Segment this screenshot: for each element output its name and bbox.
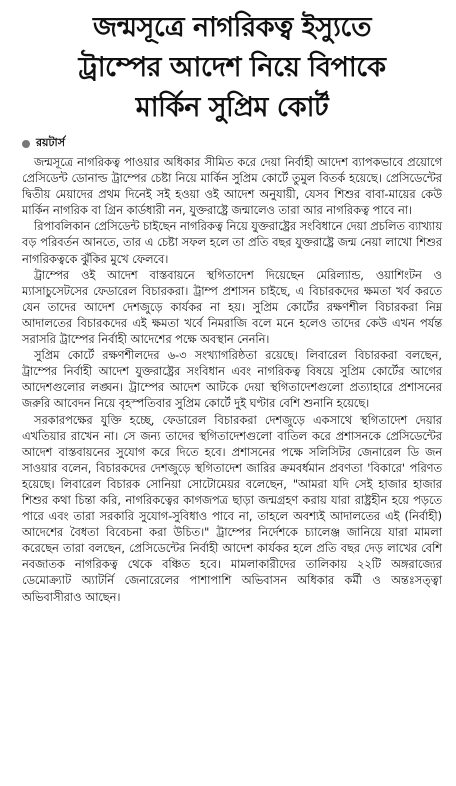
bullet-icon <box>22 140 30 148</box>
paragraph: সুপ্রিম কোর্টে রক্ষণশীলদের ৬-৩ সংখ্যাগরিষ্ঠতা রয়েছে। লিবারেল বিচারকরা বলছেন, ট্রাম্পের নির্বাহী আদেশ যুক্তরাষ্ট্রের সংবিধান এবং নাগরিকত্ব বিষয়ে সুপ্রিম কোর্টের আগের আদেশগুলোর লঙ্ঘন। ট্রাম্পের আদেশ আটকে দেয়া স্থগিতাদেশগুলো প্রত্যাহারে প্রশাসনের জরুরি আবেদন নিয়ে বৃহস্পতিবার সুপ্রিম কোর্টে দুই ঘণ্টার বেশি শুনানি হয়েছে। <box>22 349 442 411</box>
paragraph: সরকারপক্ষের যুক্তি হচ্ছে, ফেডারেল বিচারকরা দেশজুড়ে একসাথে স্থগিতাদেশ দেয়ার এখতিয়ার রাখেন না। সে জন্য তাদের স্থগিতাদেশগুলো বাতিল করে প্রশাসনকে প্রেসিডেন্টের আদেশ বাস্তবায়নের সুযোগ করে দিতে হবে। প্রশাসনের পক্ষে সলিসিটর জেনারেল ডি জন সাওয়ার বলেন, বিচারকদের দেশজুড়ে স্থগিতাদেশ জারির ক্রমবর্ধমান প্রবণতা 'বিকারে' পরিণত হয়েছে। লিবারেল বিচারক সোনিয়া সোটোমেয়র বলেছেন, "আমরা যদি সেই হাজার হাজার শিশুর কথা চিন্তা করি, নাগরিকত্বের কাগজপত্র ছাড়া জন্মগ্রহণ করায় যারা রাষ্ট্রহীন হয়ে পড়তে পারে এবং তারা সরকারি সুযোগ-সুবিধাও পাবে না, তাহলে অবশ্যই আদালতের এই (নির্বাহী) আদেশের বৈধতা বিবেচনা করা উচিত।" ট্রাম্পের নির্দেশকে চ্যালেঞ্জ জানিয়ে যারা মামলা করেছেন তারা বলছেন, প্রেসিডেন্টের নির্বাহী আদেশ কার্যকর হলে প্রতি বছর দেড় লাখের বেশি নবজাতক নাগরিকত্ব থেকে বঞ্চিত হবে। মামলাকারীদের তালিকায় ২২টি অঙ্গরাজ্যের ডেমোক্র্যাট অ্যাটর্নি জেনারেলের পাশাপাশি অভিবাসন অধিকার কর্মী ও অন্তঃসত্ত্বা অভিবাসীরাও আছেন। <box>22 413 442 604</box>
article-body <box>22 155 442 606</box>
headline-line-1: জন্মসূত্রে নাগরিকত্ব ইস্যুতে <box>92 12 372 43</box>
paragraph: জন্মসূত্রে নাগরিকত্ব পাওয়ার অধিকার সীমিত করে দেয়া নির্বাহী আদেশ ব্যাপকভাবে প্রয়োগে প্রেসিডেন্ট ডোনাল্ড ট্রাম্পের চেষ্টা নিয়ে মার্কিন সুপ্রিম কোর্টে তুমুল বিতর্ক হয়েছে। প্রেসিডেন্টের দ্বিতীয় মেয়াদের প্রথম দিনেই সই হওয়া ওই আদেশ অনুযায়ী, যেসব শিশুর বাবা-মায়ের কেউ মার্কিন নাগরিক বা গ্রিন কার্ডধারী নন, যুক্তরাষ্ট্রে জন্মালেও তারা আর নাগরিকত্ব পাবে না। <box>22 156 442 218</box>
paragraph: ট্রাম্পের ওই আদেশ বাস্তবায়নে স্থগিতাদেশ দিয়েছেন মেরিল্যান্ড, ওয়াশিংটন ও ম্যাসাচুসেটসের ফেডারেল বিচারকরা। ট্রাম্প প্রশাসন চাইছে, এ বিচারকদের ক্ষমতা খর্ব করতে যেন তাদের আদেশ দেশজুড়ে কার্যকর না হয়। সুপ্রিম কোর্টের রক্ষণশীল বিচারকরা নিম্ন আদালতের বিচারকদের এই ক্ষমতা খর্বে নিমরাজি বলে মনে হলেও তাদের কেউ এখন পর্যন্ত সরাসরি ট্রাম্পের নির্বাহী আদেশের পক্ষে অবস্থান নেননি। <box>22 268 442 347</box>
headline <box>22 8 442 128</box>
agency-name: রয়টার্স <box>36 136 65 149</box>
paragraph: রিপাবলিকান প্রেসিডেন্ট চাইছেন নাগরিকত্ব নিয়ে যুক্তরাষ্ট্রের সংবিধানে দেয়া প্রচলিত ব্যাখ্যায় বড় পরিবর্তন আনতে, তার এ চেষ্টা সফল হলে তা প্রতি বছর যুক্তরাষ্ট্রে জন্ম নেয়া লাখো শিশুর নাগরিকত্বকে ঝুঁকির মুখে ফেলবে। <box>22 220 442 266</box>
headline-line-2: ট্রাম্পের আদেশ নিয়ে বিপাকে <box>78 52 386 83</box>
headline-line-3: মার্কিন সুপ্রিম কোর্ট <box>135 92 329 123</box>
byline <box>22 134 442 153</box>
